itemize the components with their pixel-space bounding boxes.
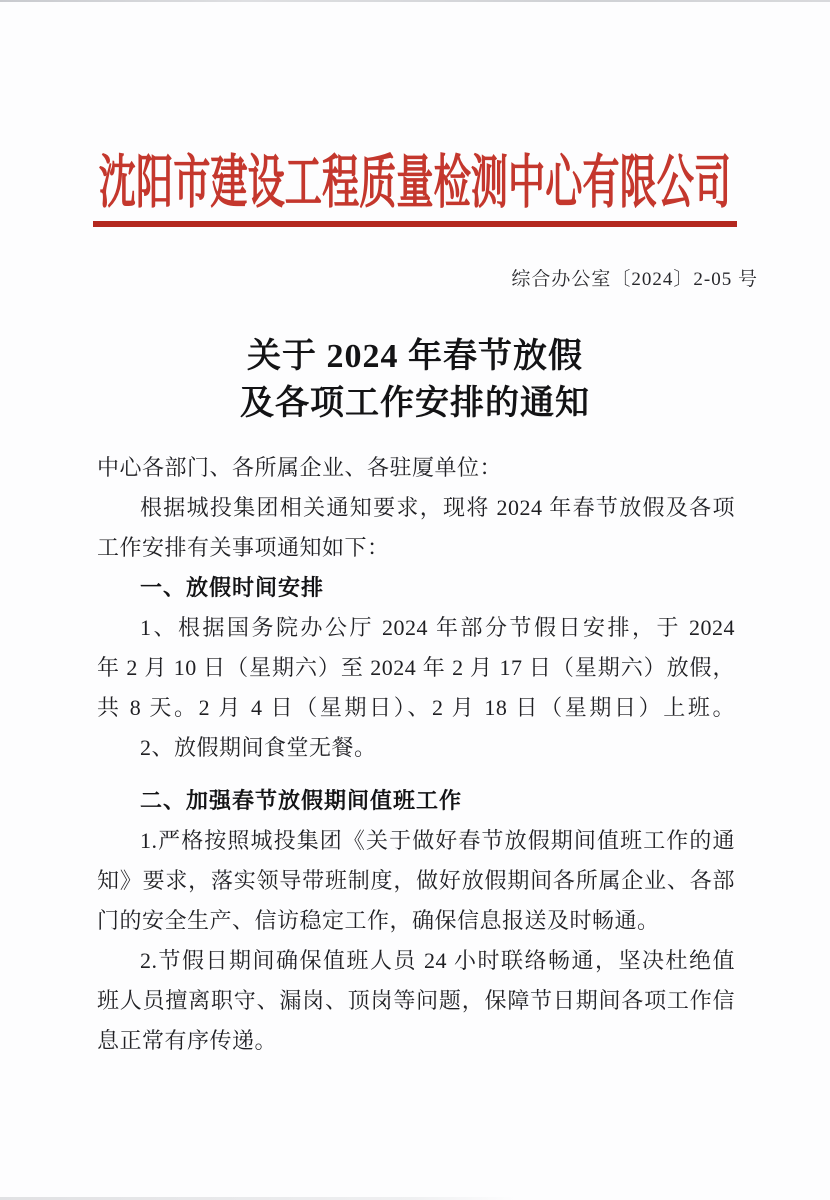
notice-title — [0, 333, 830, 427]
letterhead-company-name: 沈阳市建设工程质量检测中心有限公司 — [98, 149, 732, 216]
notice-title-line1: 关于 2024 年春节放假 — [247, 338, 583, 375]
body-line: 年 2 月 10 日（星期六）至 2024 年 2 月 17 日（星期六）放假， — [97, 655, 735, 680]
body-line: 根据城投集团相关通知要求，现将 2024 年春节放假及各项 — [140, 495, 735, 520]
body-line-salutation: 中心各部门、各所属企业、各驻厦单位： — [97, 455, 503, 480]
notice-title-line2: 及各项工作安排的通知 — [240, 385, 590, 422]
body-line: 1、根据国务院办公厅 2024 年部分节假日安排，于 2024 — [140, 615, 735, 640]
body-line: 门的安全生产、信访稳定工作，确保信息报送及时畅通。 — [97, 908, 660, 933]
letterhead-double-rule — [93, 221, 737, 227]
body-line: 知》要求，落实领导带班制度，做好放假期间各所属企业、各部 — [97, 868, 735, 893]
body-line: 工作安排有关事项通知如下： — [97, 535, 390, 560]
doc-number: 综合办公室〔2024〕2-05 号 — [511, 269, 758, 290]
notice-body — [0, 448, 830, 1061]
body-line: 班人员擅离职守、漏岗、顶岗等问题，保障节日期间各项工作信 — [97, 988, 735, 1013]
letterhead — [0, 149, 830, 227]
section-heading-1: 一、放假时间安排 — [140, 575, 325, 600]
scan-edge-top — [0, 0, 830, 2]
body-line: 共 8 天。2 月 4 日（星期日）、2 月 18 日（星期日）上班。 — [97, 695, 735, 720]
body-line: 息正常有序传递。 — [97, 1028, 278, 1053]
body-line: 2.节假日期间确保值班人员 24 小时联络畅通，坚决杜绝值 — [140, 948, 735, 973]
body-line: 2、放假期间食堂无餐。 — [140, 735, 377, 760]
body-line: 1.严格按照城投集团《关于做好春节放假期间值班工作的通 — [140, 828, 735, 853]
section-heading-2: 二、加强春节放假期间值班工作 — [140, 788, 463, 813]
